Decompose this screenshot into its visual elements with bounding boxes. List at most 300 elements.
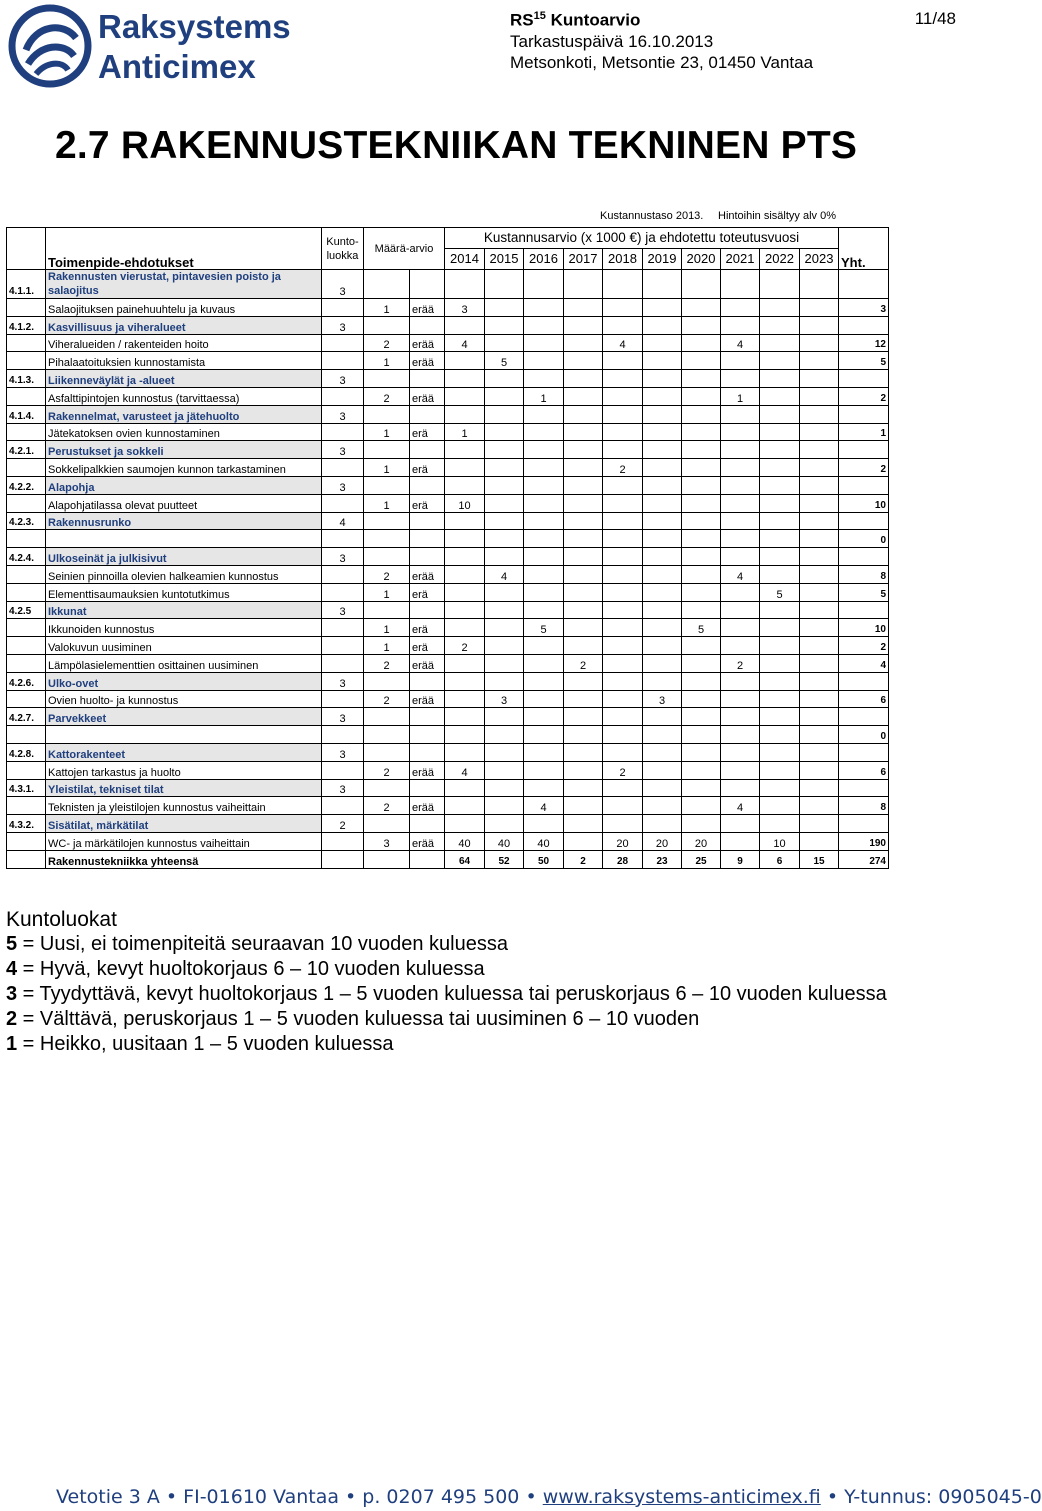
kunto-cell xyxy=(322,850,364,868)
row-total: 5 xyxy=(839,583,889,601)
group-code: 4.3.1. xyxy=(7,779,46,797)
year-value xyxy=(524,476,564,494)
kunto-cell xyxy=(322,726,364,744)
item-qty xyxy=(364,530,410,548)
year-value xyxy=(564,601,603,619)
group-code: 4.1.3. xyxy=(7,370,46,388)
year-value xyxy=(643,299,682,317)
year-value xyxy=(485,494,524,512)
group-code: 4.1.1. xyxy=(7,270,46,299)
year-value xyxy=(800,316,839,334)
row-total: 1 xyxy=(839,423,889,441)
year-value xyxy=(564,316,603,334)
year-value xyxy=(682,441,721,459)
year-value xyxy=(485,423,524,441)
legend-item xyxy=(6,982,956,1007)
row-total xyxy=(839,548,889,566)
year-value xyxy=(682,334,721,352)
year-value xyxy=(760,726,800,744)
year-value xyxy=(603,405,643,423)
row-total xyxy=(839,815,889,833)
year-value xyxy=(445,459,485,477)
year-value xyxy=(721,548,760,566)
footer-postal: FI-01610 Vantaa xyxy=(183,1486,339,1508)
year-value xyxy=(721,761,760,779)
item-name: Elementtisaumauksien kuntotutkimus xyxy=(46,583,322,601)
year-value xyxy=(524,690,564,708)
year-value xyxy=(524,548,564,566)
unit-cell xyxy=(410,672,445,690)
year-value xyxy=(682,779,721,797)
year-value: 2 xyxy=(564,654,603,672)
year-value xyxy=(760,299,800,317)
total-year-value: 2 xyxy=(564,850,603,868)
code-cell xyxy=(7,494,46,512)
item-qty: 2 xyxy=(364,797,410,815)
kunto-cell xyxy=(322,761,364,779)
year-value xyxy=(800,370,839,388)
year-value xyxy=(524,316,564,334)
total-row xyxy=(7,850,889,868)
year-value xyxy=(721,832,760,850)
year-value xyxy=(445,270,485,299)
year-value xyxy=(603,815,643,833)
year-value xyxy=(564,815,603,833)
year-value xyxy=(564,672,603,690)
year-value xyxy=(760,334,800,352)
year-value xyxy=(524,726,564,744)
year-value xyxy=(524,654,564,672)
year-value xyxy=(603,672,643,690)
year-value xyxy=(445,370,485,388)
legend-item xyxy=(6,932,956,957)
year-value xyxy=(800,601,839,619)
table-row xyxy=(7,832,889,850)
total-label: Rakennustekniikka yhteensä xyxy=(46,850,322,868)
group-code: 4.2.7. xyxy=(7,708,46,726)
item-unit: erää xyxy=(410,299,445,317)
year-value xyxy=(760,352,800,370)
group-kuntoluokka: 3 xyxy=(322,708,364,726)
year-value xyxy=(800,334,839,352)
year-value xyxy=(682,726,721,744)
year-value xyxy=(603,270,643,299)
group-code: 4.3.2. xyxy=(7,815,46,833)
year-value xyxy=(643,743,682,761)
year-value xyxy=(524,530,564,548)
year-value xyxy=(603,619,643,637)
group-name: Perustukset ja sokkeli xyxy=(46,441,322,459)
item-name xyxy=(46,726,322,744)
year-value xyxy=(524,637,564,655)
year-value: 2 xyxy=(445,637,485,655)
year-value xyxy=(800,548,839,566)
year-value xyxy=(682,530,721,548)
footer-phone: p. 0207 495 500 xyxy=(362,1486,520,1508)
item-name: Sokkelipalkkien saumojen kunnon tarkastaminen xyxy=(46,459,322,477)
qty-cell xyxy=(364,370,410,388)
year-value xyxy=(643,370,682,388)
unit-cell xyxy=(410,512,445,530)
qty-cell xyxy=(364,548,410,566)
kunto-cell xyxy=(322,387,364,405)
year-value xyxy=(760,637,800,655)
year-value xyxy=(760,316,800,334)
group-name: Yleistilat, tekniset tilat xyxy=(46,779,322,797)
kunto-cell xyxy=(322,565,364,583)
year-value xyxy=(485,459,524,477)
year-value xyxy=(721,299,760,317)
year-value xyxy=(760,690,800,708)
year-value xyxy=(800,672,839,690)
item-name: Ovien huolto- ja kunnostus xyxy=(46,690,322,708)
group-kuntoluokka: 3 xyxy=(322,743,364,761)
year-value: 5 xyxy=(485,352,524,370)
code-cell xyxy=(7,565,46,583)
year-value xyxy=(445,512,485,530)
year-value xyxy=(760,761,800,779)
qty-cell xyxy=(364,672,410,690)
item-qty: 2 xyxy=(364,761,410,779)
table-group-row xyxy=(7,601,889,619)
year-value xyxy=(643,405,682,423)
year-value xyxy=(485,743,524,761)
code-cell xyxy=(7,334,46,352)
legend-class-number: 5 xyxy=(6,933,18,955)
year-value xyxy=(760,672,800,690)
year-value xyxy=(721,494,760,512)
year-value xyxy=(760,708,800,726)
year-value xyxy=(603,726,643,744)
year-header: 2018 xyxy=(603,249,643,270)
year-value: 1 xyxy=(524,387,564,405)
year-value xyxy=(800,512,839,530)
group-code: 4.2.1. xyxy=(7,441,46,459)
total-year-value: 15 xyxy=(800,850,839,868)
qty-cell xyxy=(364,743,410,761)
item-unit: erä xyxy=(410,459,445,477)
year-value xyxy=(485,779,524,797)
year-value xyxy=(643,583,682,601)
year-value xyxy=(524,270,564,299)
item-unit: erä xyxy=(410,637,445,655)
year-value xyxy=(682,299,721,317)
item-qty: 2 xyxy=(364,387,410,405)
year-value xyxy=(485,548,524,566)
qty-cell xyxy=(364,512,410,530)
year-value xyxy=(603,654,643,672)
year-header: 2015 xyxy=(485,249,524,270)
kunto-cell xyxy=(322,459,364,477)
group-kuntoluokka: 3 xyxy=(322,441,364,459)
footer-website-link[interactable]: www.raksystems-anticimex.fi xyxy=(542,1486,821,1508)
year-value xyxy=(485,476,524,494)
legend-class-number: 1 xyxy=(6,1033,18,1055)
year-value xyxy=(485,672,524,690)
year-value xyxy=(485,797,524,815)
table-group-row xyxy=(7,476,889,494)
year-value: 40 xyxy=(524,832,564,850)
footer: Vetotie 3 A • FI-01610 Vantaa • p. 0207 495 500 • www.raksystems-anticimex.fi • Y-tunnus: 0905045-0 xyxy=(56,1486,1042,1508)
year-value xyxy=(445,387,485,405)
year-value xyxy=(564,441,603,459)
table-row xyxy=(7,619,889,637)
year-value xyxy=(643,512,682,530)
group-name: Ulkoseinät ja julkisivut xyxy=(46,548,322,566)
year-header: 2014 xyxy=(445,249,485,270)
year-value xyxy=(485,270,524,299)
vat-note: Hintoihin sisältyy alv 0% xyxy=(718,210,836,222)
year-value xyxy=(603,423,643,441)
year-value xyxy=(564,690,603,708)
year-value xyxy=(485,708,524,726)
table-group-row xyxy=(7,779,889,797)
year-value: 10 xyxy=(445,494,485,512)
row-total: 2 xyxy=(839,459,889,477)
year-value xyxy=(643,619,682,637)
pts-table xyxy=(6,227,889,869)
year-value xyxy=(445,316,485,334)
year-value xyxy=(760,654,800,672)
document-header xyxy=(510,6,813,73)
unit-cell xyxy=(410,476,445,494)
year-value xyxy=(800,761,839,779)
year-value xyxy=(485,316,524,334)
table-group-row xyxy=(7,405,889,423)
cost-header: Kustannusarvio (x 1000 €) ja ehdotettu toteutusvuosi xyxy=(445,228,839,249)
year-value xyxy=(682,352,721,370)
year-value xyxy=(445,405,485,423)
year-value xyxy=(800,832,839,850)
item-qty: 2 xyxy=(364,654,410,672)
year-value xyxy=(643,494,682,512)
group-name: Rakennusrunko xyxy=(46,512,322,530)
group-code: 4.2.6. xyxy=(7,672,46,690)
row-total: 2 xyxy=(839,637,889,655)
year-value xyxy=(760,601,800,619)
legend-item xyxy=(6,957,956,982)
year-header: 2021 xyxy=(721,249,760,270)
item-unit: erää xyxy=(410,334,445,352)
year-value xyxy=(643,708,682,726)
year-value xyxy=(445,690,485,708)
code-cell xyxy=(7,832,46,850)
year-value: 4 xyxy=(603,334,643,352)
item-unit: erää xyxy=(410,832,445,850)
year-value: 20 xyxy=(643,832,682,850)
year-value xyxy=(721,726,760,744)
item-unit: erää xyxy=(410,352,445,370)
year-value xyxy=(721,476,760,494)
year-value xyxy=(682,761,721,779)
legend-class-number: 3 xyxy=(6,983,18,1005)
year-value xyxy=(800,708,839,726)
year-value xyxy=(524,708,564,726)
item-qty xyxy=(364,726,410,744)
year-value xyxy=(800,797,839,815)
row-total: 3 xyxy=(839,299,889,317)
doc-title: Kuntoarvio xyxy=(550,10,641,30)
year-value xyxy=(445,708,485,726)
item-qty: 1 xyxy=(364,637,410,655)
year-value xyxy=(564,548,603,566)
year-value xyxy=(721,815,760,833)
year-value xyxy=(643,779,682,797)
code-cell xyxy=(7,637,46,655)
kunto-cell xyxy=(322,637,364,655)
group-name: Rakennelmat, varusteet ja jätehuolto xyxy=(46,405,322,423)
table-row xyxy=(7,423,889,441)
year-value xyxy=(603,583,643,601)
year-value: 1 xyxy=(445,423,485,441)
year-value xyxy=(524,761,564,779)
year-value xyxy=(603,299,643,317)
year-value xyxy=(643,672,682,690)
year-value xyxy=(760,387,800,405)
col-yht: Yht. xyxy=(839,228,889,270)
year-value xyxy=(564,761,603,779)
group-name: Ulko-ovet xyxy=(46,672,322,690)
item-name: Viheralueiden / rakenteiden hoito xyxy=(46,334,322,352)
year-value xyxy=(603,779,643,797)
year-value xyxy=(721,708,760,726)
year-value xyxy=(445,815,485,833)
table-group-row xyxy=(7,270,889,299)
year-value xyxy=(760,548,800,566)
year-value xyxy=(524,779,564,797)
unit-cell xyxy=(410,708,445,726)
year-value xyxy=(445,548,485,566)
group-name: Kattorakenteet xyxy=(46,743,322,761)
year-value xyxy=(760,530,800,548)
col-kuntoluokka: Kunto-luokka xyxy=(322,228,364,270)
item-unit: erä xyxy=(410,619,445,637)
year-value xyxy=(485,637,524,655)
group-kuntoluokka: 3 xyxy=(322,370,364,388)
year-value xyxy=(564,530,603,548)
year-value xyxy=(721,672,760,690)
group-kuntoluokka: 3 xyxy=(322,779,364,797)
year-value xyxy=(643,797,682,815)
year-value xyxy=(800,619,839,637)
item-qty: 1 xyxy=(364,583,410,601)
year-value xyxy=(524,565,564,583)
year-value xyxy=(643,601,682,619)
table-group-row xyxy=(7,815,889,833)
year-value xyxy=(643,530,682,548)
year-value xyxy=(445,726,485,744)
table-group-row xyxy=(7,672,889,690)
unit-cell xyxy=(410,601,445,619)
table-row xyxy=(7,637,889,655)
year-value xyxy=(760,423,800,441)
footer-address: Vetotie 3 A xyxy=(56,1486,160,1508)
year-value xyxy=(524,583,564,601)
item-name xyxy=(46,530,322,548)
year-value xyxy=(721,690,760,708)
table-group-row xyxy=(7,370,889,388)
row-total: 10 xyxy=(839,494,889,512)
page-number: 11/48 xyxy=(914,9,956,28)
year-value: 40 xyxy=(485,832,524,850)
year-value xyxy=(800,779,839,797)
year-value xyxy=(643,441,682,459)
group-name: Rakennusten vierustat, pintavesien poisto ja salaojitus xyxy=(46,270,322,299)
qty-cell xyxy=(364,850,410,868)
item-name: Valokuvun uusiminen xyxy=(46,637,322,655)
group-kuntoluokka: 3 xyxy=(322,270,364,299)
year-value xyxy=(760,565,800,583)
row-total: 2 xyxy=(839,387,889,405)
row-total xyxy=(839,708,889,726)
year-value xyxy=(721,352,760,370)
year-value xyxy=(760,441,800,459)
year-value xyxy=(524,512,564,530)
year-value xyxy=(721,779,760,797)
group-name: Parvekkeet xyxy=(46,708,322,726)
year-value xyxy=(643,387,682,405)
group-code: 4.2.5 xyxy=(7,601,46,619)
year-value: 4 xyxy=(445,761,485,779)
year-value xyxy=(485,512,524,530)
year-value xyxy=(603,441,643,459)
year-value xyxy=(682,548,721,566)
year-value xyxy=(603,512,643,530)
year-value xyxy=(603,352,643,370)
unit-cell xyxy=(410,779,445,797)
year-header: 2023 xyxy=(800,249,839,270)
year-value xyxy=(485,530,524,548)
year-value: 4 xyxy=(524,797,564,815)
doc-title-line xyxy=(510,6,813,31)
year-value xyxy=(721,423,760,441)
year-value xyxy=(682,601,721,619)
year-value: 4 xyxy=(721,565,760,583)
year-value xyxy=(643,565,682,583)
year-value xyxy=(485,601,524,619)
group-kuntoluokka: 3 xyxy=(322,405,364,423)
year-value xyxy=(603,530,643,548)
kunto-cell xyxy=(322,530,364,548)
year-value xyxy=(800,459,839,477)
year-value xyxy=(445,779,485,797)
year-value xyxy=(760,512,800,530)
year-value xyxy=(524,352,564,370)
row-total: 0 xyxy=(839,530,889,548)
year-value xyxy=(524,743,564,761)
table-row xyxy=(7,690,889,708)
year-value xyxy=(800,423,839,441)
kunto-cell xyxy=(322,334,364,352)
year-value xyxy=(800,405,839,423)
kunto-cell xyxy=(322,797,364,815)
year-value xyxy=(800,690,839,708)
total-year-value: 9 xyxy=(721,850,760,868)
code-cell xyxy=(7,690,46,708)
qty-cell xyxy=(364,441,410,459)
table-row xyxy=(7,299,889,317)
year-value xyxy=(800,654,839,672)
year-value xyxy=(721,405,760,423)
kunto-cell xyxy=(322,583,364,601)
year-value: 40 xyxy=(445,832,485,850)
year-value xyxy=(524,334,564,352)
kunto-cell xyxy=(322,423,364,441)
year-value xyxy=(721,459,760,477)
year-value xyxy=(485,387,524,405)
legend-class-number: 4 xyxy=(6,958,18,980)
year-value xyxy=(485,405,524,423)
